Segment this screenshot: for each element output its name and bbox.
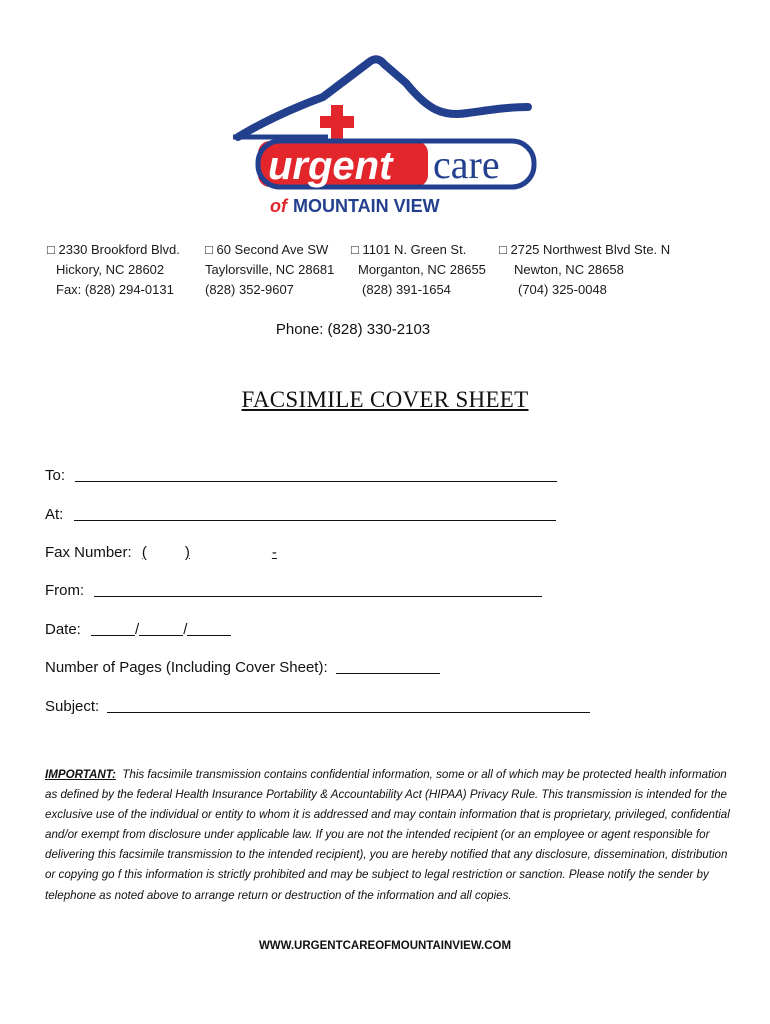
from-input-line[interactable] [94, 582, 542, 597]
date-month-input[interactable] [91, 621, 135, 636]
subject-field [45, 698, 590, 715]
logo-word-of: of [270, 196, 287, 216]
at-field [45, 506, 556, 523]
logo-word-care: care [433, 142, 500, 187]
to-field [45, 467, 557, 484]
location-street: 2725 Northwest Blvd Ste. N [510, 242, 671, 257]
date-year-input[interactable] [187, 621, 231, 636]
location-morganton [351, 240, 486, 300]
medical-cross-icon [320, 105, 354, 139]
main-phone: Phone: (828) 330-2103 [275, 321, 431, 338]
checkbox-icon: □ [205, 242, 213, 257]
mountain-outline [238, 59, 528, 137]
date-separator: / [183, 621, 188, 638]
logo-word-urgent: urgent [268, 144, 393, 188]
subject-label: Subject: [45, 698, 100, 715]
location-phone: (704) 325-0048 [518, 282, 607, 297]
location-street: 2330 Brookford Blvd. [58, 242, 180, 257]
logo-word-mountain-view: MOUNTAIN VIEW [293, 196, 440, 216]
subject-input-line[interactable] [107, 698, 590, 713]
location-street: 1101 N. Green St. [362, 242, 467, 257]
page-count-field [45, 659, 440, 676]
page-title: FACSIMILE COVER SHEET [241, 387, 529, 412]
fax-number-field [45, 544, 401, 561]
at-label: At: [45, 506, 64, 523]
urgent-care-logo [228, 55, 538, 220]
location-newton [499, 240, 670, 300]
fax-number-label: Fax Number: [45, 544, 132, 561]
location-phone: (828) 391-1654 [362, 282, 451, 297]
checkbox-icon: □ [499, 242, 507, 257]
to-input-line[interactable] [75, 467, 557, 482]
from-field [45, 582, 542, 599]
location-phone: Fax: (828) 294-0131 [56, 282, 174, 297]
page-count-label: Number of Pages (Including Cover Sheet): [45, 659, 328, 676]
date-label: Date: [45, 621, 81, 638]
notice-body: This facsimile transmission contains confidential information, some or all of which may be protected health information as defined by the federal Health Insurance Portability & Accountability Act (HIPAA) Privacy Rule. This transmission is intended for the exclusive use of the individual or entity to whom it is addressed and may contain information that is proprietary, privileged, confidential and/or exempt from disclosure under applicable law. If you are not the intended recipient (or an employee or agent responsible for delivering this facsimile transmission to the intended recipient), you are hereby notified that any disclosure, dissemination, distribution or copying go f this information is strictly prohibited and may be subject to legal restriction or sanction. Please notify the sender by telephone as noted above to arrange return or destruction of the information and all copies. [45, 768, 730, 902]
from-label: From: [45, 582, 85, 599]
page-count-input-line[interactable] [336, 659, 440, 674]
date-separator: / [135, 621, 140, 638]
to-label: To: [45, 467, 66, 484]
location-taylorsville [205, 240, 334, 300]
location-phone: (828) 352-9607 [205, 282, 294, 297]
fax-area-code-input[interactable]: ( ) - [141, 544, 277, 561]
location-hickory [47, 240, 180, 300]
checkbox-icon: □ [47, 242, 55, 257]
location-city: Hickory, NC 28602 [56, 262, 165, 277]
notice-lead: IMPORTANT: [45, 768, 116, 781]
date-day-input[interactable] [139, 621, 183, 636]
location-city: Morganton, NC 28655 [358, 262, 486, 277]
location-city: Taylorsville, NC 28681 [205, 262, 335, 277]
confidentiality-notice [45, 765, 730, 906]
date-field [45, 621, 231, 638]
website-url[interactable]: WWW.URGENTCAREOFMOUNTAINVIEW.COM [258, 940, 512, 952]
at-input-line[interactable] [74, 506, 556, 521]
location-city: Newton, NC 28658 [514, 262, 624, 277]
checkbox-icon: □ [351, 242, 359, 257]
location-street: 60 Second Ave SW [216, 242, 329, 257]
